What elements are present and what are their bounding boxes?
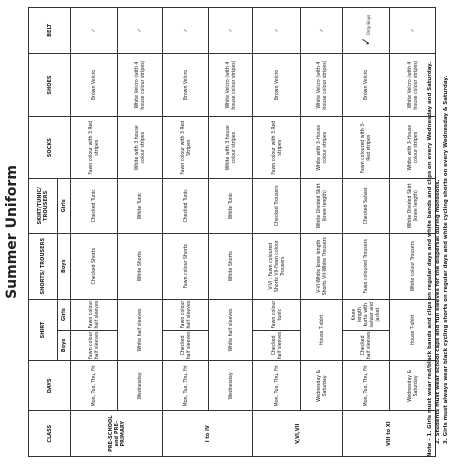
shirt-girls-cell: Fawn colour half sleeves <box>71 299 118 330</box>
class-cell: VIII to XI <box>343 411 436 457</box>
header-row <box>29 8 58 457</box>
shorts-cell: V-VI-White knee length Shorts VII-White Trousers <box>301 233 343 299</box>
note-2: 2. Students must wear school caps and full sleeves for the dispersal during monsoons. <box>435 179 441 444</box>
shirt-cell: White half sleeves <box>209 299 253 361</box>
belt-cell: ✓ <box>163 8 209 54</box>
shirt-boys-cell: Fawn colour half sleeves <box>71 330 118 361</box>
shoes-cell: Brown Velcro <box>253 53 301 117</box>
belt-cell: ✓ <box>71 8 118 54</box>
days-cell: Mon, Tue, Thu, Fri <box>343 361 390 411</box>
class-cell: I to IV <box>163 411 253 457</box>
col-header-class: CLASS <box>29 411 71 457</box>
table-row <box>71 8 118 457</box>
shirt-boys-cell: Checked half sleeves <box>253 330 301 361</box>
skirt-cell: Checked Salwar <box>343 178 390 233</box>
skirt-cell: White Tunic <box>209 178 253 233</box>
shoes-cell: Brown Velcro <box>163 53 209 117</box>
shoes-cell: White Velcro (with 4 house colour stripes) <box>209 53 253 117</box>
table-row <box>301 8 343 457</box>
note-3: 3. Girls must always wear black cycling shorts on regular days and white cycling shorts on every Wednesday & Saturday. <box>443 75 449 444</box>
shirt-girls-cell: Knee length kurta with salwar and jacket <box>343 299 390 330</box>
belt-cell: ✓ <box>390 8 436 54</box>
socks-cell: Fawn colour with 3 Red stripes <box>253 117 301 179</box>
table-row <box>343 8 390 457</box>
days-cell: Mon, Tue, Thu, Fri <box>253 361 301 411</box>
table-row <box>163 8 209 457</box>
shirt-girls-cell: Fawn colour half sleeves <box>163 299 209 330</box>
subheader-shorts-boys: Boys <box>58 233 71 299</box>
skirt-cell: White Divided Skirt (knee length) <box>301 178 343 233</box>
shorts-cell: Fawn coloured Trousers <box>343 233 390 299</box>
socks-cell: White with 3 house colour stripes <box>209 117 253 179</box>
shorts-cell: Checked Shorts <box>71 233 118 299</box>
shirt-girls-cell: Fawn colour tunic <box>253 299 301 330</box>
col-header-shoes: SHOES <box>29 53 71 117</box>
shorts-cell: White Shorts <box>209 233 253 299</box>
col-header-skirt: SKIRT/TUNIC/ TROUSERS <box>29 178 58 233</box>
shorts-cell: White Shorts <box>118 233 163 299</box>
col-header-socks: SOCKS <box>29 117 71 179</box>
shirt-cell: House T-shirt <box>301 299 343 361</box>
skirt-cell: White Divided Skirt (knee length) <box>390 178 436 233</box>
belt-cell: ✓ <box>118 8 163 54</box>
class-cell: V,VI,VII <box>253 411 343 457</box>
table-row <box>253 8 301 457</box>
col-header-shirt: SHIRT <box>29 299 58 361</box>
shirt-boys-cell: Checked half sleeves <box>163 330 209 361</box>
socks-cell: White with 3 house colour stripes <box>118 117 163 179</box>
shorts-cell: V-VI : Fawn coloured Shorts VII-Fawn colour Trousers <box>253 233 301 299</box>
belt-cell: ✓ <box>301 8 343 54</box>
table-row <box>209 8 253 457</box>
socks-cell: Fawn colour with 3 Red Stripes <box>163 117 209 179</box>
shorts-cell: Fawn colour Shorts <box>163 233 209 299</box>
socks-cell: Fawn coloured with 3-Red stripes <box>343 117 390 179</box>
days-cell: Mon, Tue, Thu, Fri <box>71 361 118 411</box>
socks-cell: Fawn colour with 3 Red stripes <box>71 117 118 179</box>
notes-section <box>426 7 450 457</box>
days-cell: Wednesday <box>209 361 253 411</box>
document-title: Summer Uniform <box>4 165 20 299</box>
skirt-cell: Checked Tunic <box>71 178 118 233</box>
table-row <box>118 8 163 457</box>
socks-cell: White with 3-House colour stripes <box>301 117 343 179</box>
belt-cell <box>343 8 390 54</box>
belt-cell: ✓ <box>209 8 253 54</box>
belt-only-boys-note: Only Boys <box>367 14 372 36</box>
subheader-boys: Boys <box>58 330 71 361</box>
subheader-girls: Girls <box>58 299 71 330</box>
shirt-cell: White half sleeves <box>118 299 163 361</box>
uniform-table <box>28 7 436 457</box>
skirt-cell: White Tunic <box>118 178 163 233</box>
col-header-belt: BELT <box>29 8 71 54</box>
col-header-shorts: SHORTS/ TROUSERS <box>29 233 58 299</box>
shoes-cell: Brown Velcro <box>71 53 118 117</box>
days-cell: Wednesday & Saturday <box>390 361 436 411</box>
skirt-cell: Checked Trousers <box>253 178 301 233</box>
days-cell: Wednesday & Saturday <box>301 361 343 411</box>
shorts-cell: White colour Trousers <box>390 233 436 299</box>
shoes-cell: White Velcro (with 4 house colour stripes) <box>301 53 343 117</box>
belt-tick: ✓ <box>359 36 373 46</box>
days-cell: Wednesday <box>118 361 163 411</box>
shoes-cell: White Velcro (with 4 house colour stripes) <box>118 53 163 117</box>
belt-cell: ✓ <box>253 8 301 54</box>
shoes-cell: White Velcro (with 4 house colour stripes) <box>390 53 436 117</box>
skirt-cell: Checked Tunic <box>163 178 209 233</box>
shirt-boys-cell: Checked half sleeves <box>343 330 390 361</box>
note-1: Note - 1. Girls must wear red/black bands and clips on regular days and white bands and clips on every Wednesday and Saturday. <box>427 61 433 457</box>
days-cell: Mon, Tue, Thu, Fri <box>163 361 209 411</box>
subheader-skirt-girls: Girls <box>58 178 71 233</box>
class-cell: PRE-SCHOOL and PRE-PRIMARY <box>71 411 163 457</box>
col-header-days: DAYS <box>29 361 71 411</box>
shirt-cell: House T-shirt <box>390 299 436 361</box>
socks-cell: White with 3-House colour stripes <box>390 117 436 179</box>
shoes-cell: Brown Velcro <box>343 53 390 117</box>
